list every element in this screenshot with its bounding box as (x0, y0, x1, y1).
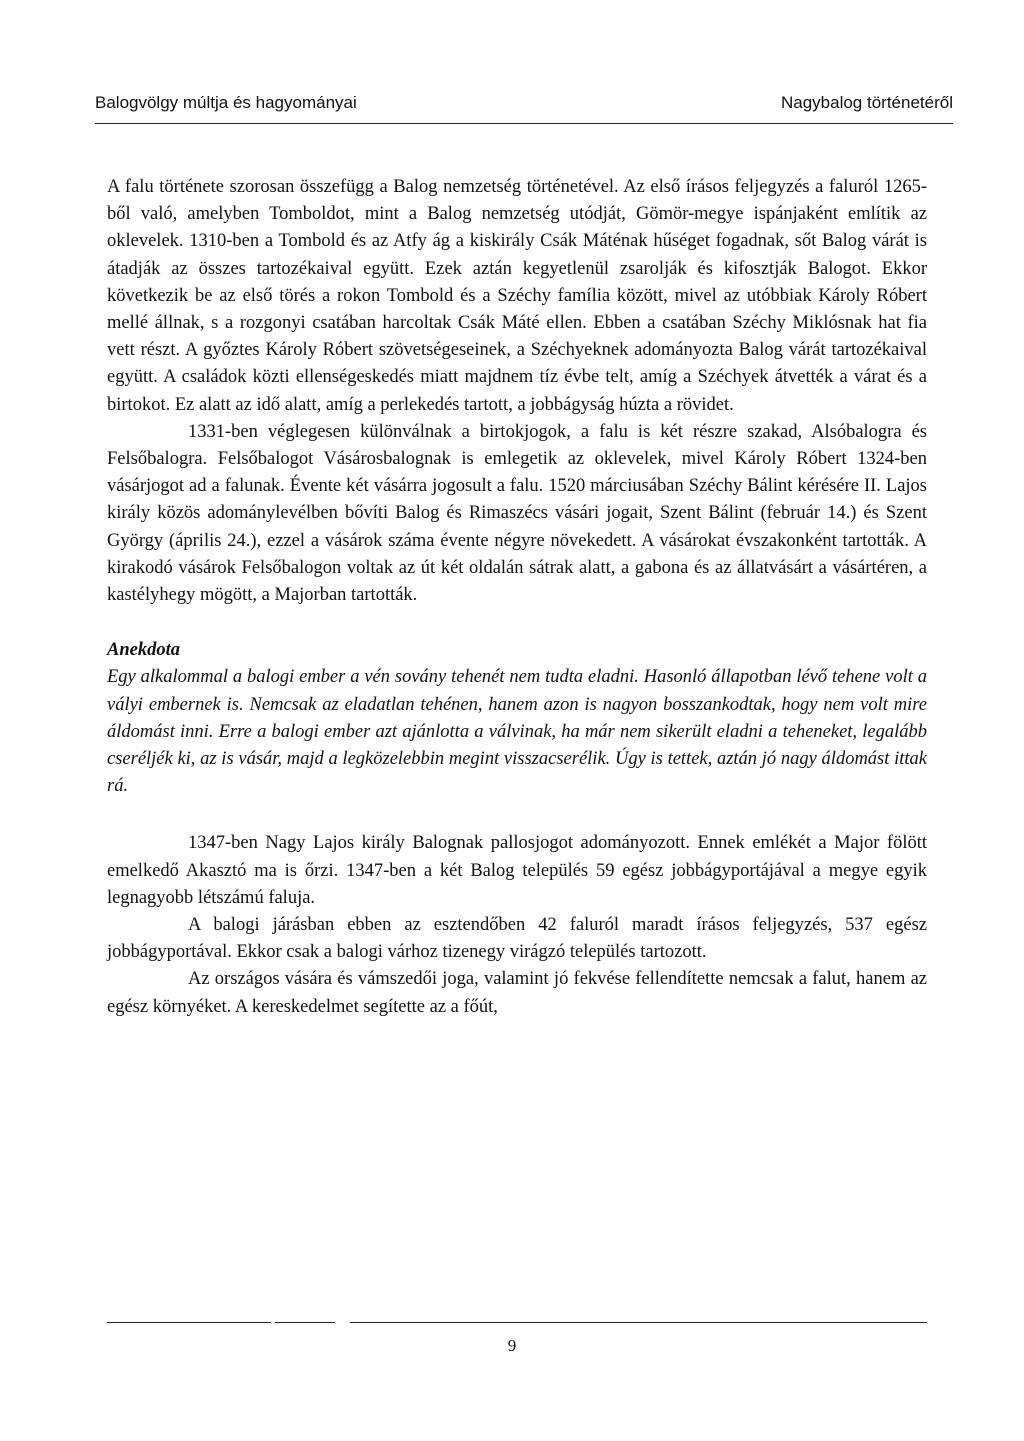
page-number: 9 (507, 1336, 517, 1355)
running-header (95, 93, 953, 124)
footer-rule-middle (275, 1322, 335, 1323)
footer-rule-right (350, 1322, 927, 1323)
anecdote-text: Egy alkalommal a balogi ember a vén sovány tehenét nem tudta eladni. Hasonló állapotban lévő tehene volt a vályi embernek is. Nemcsak az eladatlan tehénen, hanem azon is nagyon bosszankodtak, hogy nem volt mire áldomást inni. Erre a balogi ember azt ajánlotta a válvinak, ha már nem sikerült eladni a teheneket, legalább cseréljék ki, az is vásár, majd a legközelebbin megint visszacserélik. Úgy is tettek, aztán jó nagy áldomást ittak rá. (107, 667, 927, 797)
paragraph-market-rights: 1331-ben véglegesen különválnak a birtokjogok, a falu is két részre szakad, Alsóbalogra és Felsőbalogra. Felsőbalogot Vásárosbalognak is emlegetik az oklevelek, mivel Károly Róbert 1324-ben vásárjogot ad a falunak. Évente két vásárra jogosult a falu. 1520 márciusában Széchy Bálint kérésére II. Lajos király közös adománylevélben bővíti Balog és Rimaszécs vásári jogait, Szent Bálint (február 14.) és Szent György (április 24.), ezzel a vásárok száma évente négyre növekedett. A vásárokat évszakonként tartották. A kirakodó vásárok Felsőbalogon voltak az út két oldalán sátrak alatt, a gabona és az állatvásárt a vásártéren, a kastélyhegy mögött, a Majorban tartották. (107, 421, 927, 606)
paragraph-village-history: A falu története szorosan összefügg a Balog nemzetség történetével. Az első írásos feljegyzés a faluról 1265-ből való, amelyben Tomboldot, mint a Balog nemzetség utódját, Gömör-megye ispánjaként említik az oklevelek. 1310-ben a Tombold és az Atfy ág a kiskirály Csák Máténak hűséget fogadnak, sőt Balog várát is átadják az összes tartozékaival együtt. Ezek aztán kegyetlenül zsarolják és kifosztják Balogot. Ekkor következik be az első törés a rokon Tombold és a Széchy família között, mivel az utóbbiak Károly Róbert mellé állnak, s a rozgonyi csatában harcoltak Csák Máté ellen. Ebben a csatában Széchy Miklósnak hat fia vett részt. A győztes Károly Róbert szövetségeseinek, a Széchyeknek adományozta Balog várát tartozékaival együtt. A családok közti ellenségeskedés miatt majdnem tíz évbe telt, amíg a Széchyek átvették a várat és a birtokot. Ez alatt az idő alatt, amíg a perlekedés tartott, a jobbágyság húzta a rövidet. (107, 177, 927, 415)
paragraph-district: A balogi járásban ebben az esztendőben 42 faluról maradt írásos feljegyzés, 537 egész jobbágyportával. Ekkor csak a balogi várhoz tizenegy virágzó település tartozott. (107, 915, 927, 963)
paragraph-trade: Az országos vására és vámszedői joga, valamint jó fekvése fellendítette nemcsak a falut, hanem az egész környéket. A kereskedelmet segítette az a főút, (107, 969, 927, 1017)
footer-rule-left (107, 1322, 271, 1323)
anecdote-heading: Anekdota (107, 640, 180, 661)
header-chapter-title: Nagybalog történetéről (780, 93, 953, 112)
body-text (107, 174, 927, 1021)
header-book-title: Balogvölgy múltja és hagyományai (95, 93, 357, 112)
paragraph-sword-right: 1347-ben Nagy Lajos király Balognak pallosjogot adományozott. Ennek emlékét a Major fölött emelkedő Akasztó ma is őrzi. 1347-ben a két Balog település 59 egész jobbágyportájával a megye egyik legnagyobb létszámú faluja. (107, 833, 927, 908)
